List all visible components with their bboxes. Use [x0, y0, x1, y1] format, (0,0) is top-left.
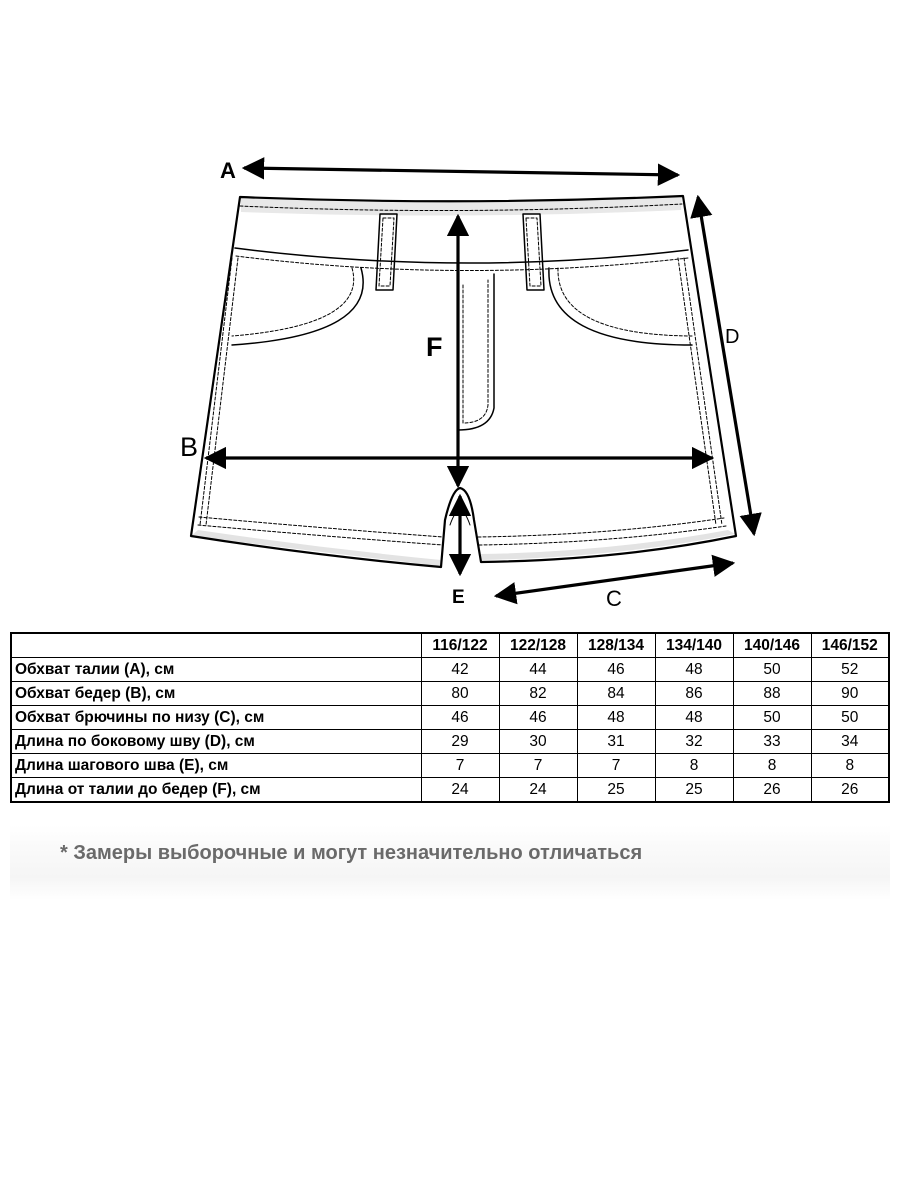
- table-cell: 8: [733, 754, 811, 778]
- left-side-stitch: [200, 258, 232, 525]
- table-row: [11, 754, 889, 778]
- table-cell: 48: [655, 706, 733, 730]
- table-cell: 24: [421, 778, 499, 803]
- measurement-arrows: [206, 168, 754, 596]
- pocket-right: [549, 268, 692, 345]
- waistband-lower-edge: [235, 248, 688, 263]
- table-row: [11, 706, 889, 730]
- table-cell: 50: [733, 658, 811, 682]
- left-hem-shade: [191, 530, 441, 566]
- table-cell: 25: [655, 778, 733, 803]
- table-cell: 8: [655, 754, 733, 778]
- label-f: F: [426, 332, 443, 362]
- table-cell: 46: [499, 706, 577, 730]
- table-row: [11, 730, 889, 754]
- table-cell: 80: [421, 682, 499, 706]
- table-cell: 33: [733, 730, 811, 754]
- size-header: 140/146: [733, 633, 811, 658]
- row-label: Обхват бедер (В), см: [11, 682, 421, 706]
- pocket-right-stitch: [558, 268, 692, 336]
- table-cell: 25: [577, 778, 655, 803]
- measurement-disclaimer: * Замеры выборочные и могут незначительно отличаться: [60, 842, 643, 864]
- table-cell: 84: [577, 682, 655, 706]
- table-cell: 26: [733, 778, 811, 803]
- table-row: [11, 778, 889, 803]
- table-corner-cell: [11, 633, 421, 658]
- table-row: [11, 682, 889, 706]
- left-hem-stitch: [199, 517, 443, 537]
- right-hem-stitch: [478, 518, 724, 537]
- size-header: 146/152: [811, 633, 889, 658]
- fly-stitch: [463, 280, 488, 423]
- table-cell: 29: [421, 730, 499, 754]
- table-header-row: [11, 633, 889, 658]
- shorts-drawing: [191, 196, 736, 567]
- table-cell: 26: [811, 778, 889, 803]
- label-b: B: [180, 432, 199, 462]
- table-cell: 82: [499, 682, 577, 706]
- label-c: C: [606, 586, 622, 611]
- table-cell: 24: [499, 778, 577, 803]
- belt-loop-left-stitch: [379, 218, 394, 286]
- pocket-left-stitch: [232, 268, 354, 336]
- table-cell: 48: [655, 658, 733, 682]
- size-table: [10, 632, 890, 803]
- table-cell: 34: [811, 730, 889, 754]
- size-header: 128/134: [577, 633, 655, 658]
- size-header: 116/122: [421, 633, 499, 658]
- table-cell: 30: [499, 730, 577, 754]
- table-cell: 8: [811, 754, 889, 778]
- row-label: Длина по боковому шву (D), см: [11, 730, 421, 754]
- table-cell: 52: [811, 658, 889, 682]
- table-cell: 88: [733, 682, 811, 706]
- arrow-a: [244, 168, 678, 175]
- label-d: D: [725, 326, 740, 348]
- table-cell: 44: [499, 658, 577, 682]
- row-label: Обхват талии (А), см: [11, 658, 421, 682]
- table-row: [11, 658, 889, 682]
- row-label: Обхват брючины по низу (С), см: [11, 706, 421, 730]
- table-cell: 50: [733, 706, 811, 730]
- size-header: 122/128: [499, 633, 577, 658]
- table-cell: 86: [655, 682, 733, 706]
- row-label: Длина от талии до бедер (F), см: [11, 778, 421, 803]
- table-cell: 48: [577, 706, 655, 730]
- label-e: E: [452, 587, 465, 608]
- table-cell: 7: [421, 754, 499, 778]
- table-cell: 46: [421, 706, 499, 730]
- table-cell: 90: [811, 682, 889, 706]
- pocket-left: [232, 268, 363, 345]
- table-cell: 46: [577, 658, 655, 682]
- table-cell: 50: [811, 706, 889, 730]
- arrow-d: [698, 197, 754, 534]
- table-cell: 42: [421, 658, 499, 682]
- table-cell: 7: [499, 754, 577, 778]
- table-cell: 32: [655, 730, 733, 754]
- label-a: A: [220, 158, 236, 183]
- belt-loop-right-stitch: [526, 218, 541, 286]
- table-cell: 31: [577, 730, 655, 754]
- table-cell: 7: [577, 754, 655, 778]
- size-header: 134/140: [655, 633, 733, 658]
- row-label: Длина шагового шва (Е), см: [11, 754, 421, 778]
- right-side-stitch-2: [678, 258, 716, 525]
